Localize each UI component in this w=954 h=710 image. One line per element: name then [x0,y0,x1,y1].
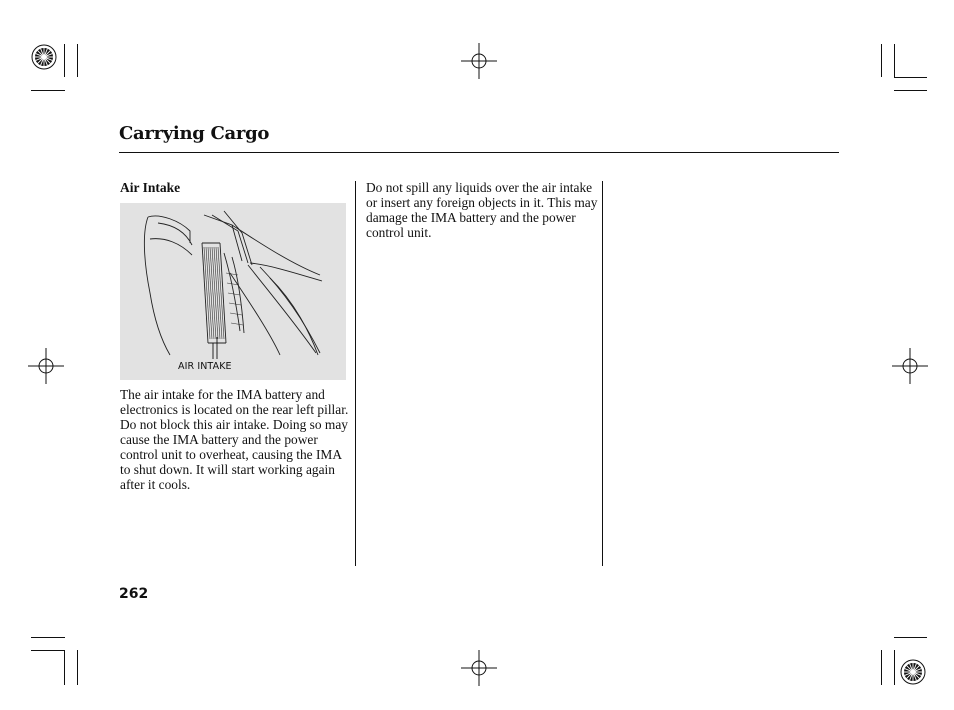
page-number: 262 [119,586,149,602]
air-intake-illustration [120,203,346,380]
body-paragraph: Do not spill any liquids over the air intake or insert any foreign objects in it. This may damage the IMA battery and the power control unit. [366,180,598,240]
registration-target-icon [461,43,497,79]
title-divider [119,152,839,153]
registration-target-icon [892,348,928,384]
column-divider [602,181,603,566]
sunburst-mark-icon [901,660,925,684]
pillar-drawing-icon [120,203,346,380]
figure-caption: AIR INTAKE [178,361,232,372]
page-title: Carrying Cargo [119,123,270,144]
sunburst-mark-icon [32,45,56,69]
body-paragraph: The air intake for the IMA battery and electronics is located on the rear left pillar. Do not block this air intake. Doing so may cause the IMA battery and the power control unit to overheat, causing the IMA to shut down. It will start working again after it cools. [120,387,349,492]
registration-target-icon [28,348,64,384]
column-divider [355,181,356,566]
section-heading: Air Intake [120,180,181,195]
registration-target-icon [461,650,497,686]
